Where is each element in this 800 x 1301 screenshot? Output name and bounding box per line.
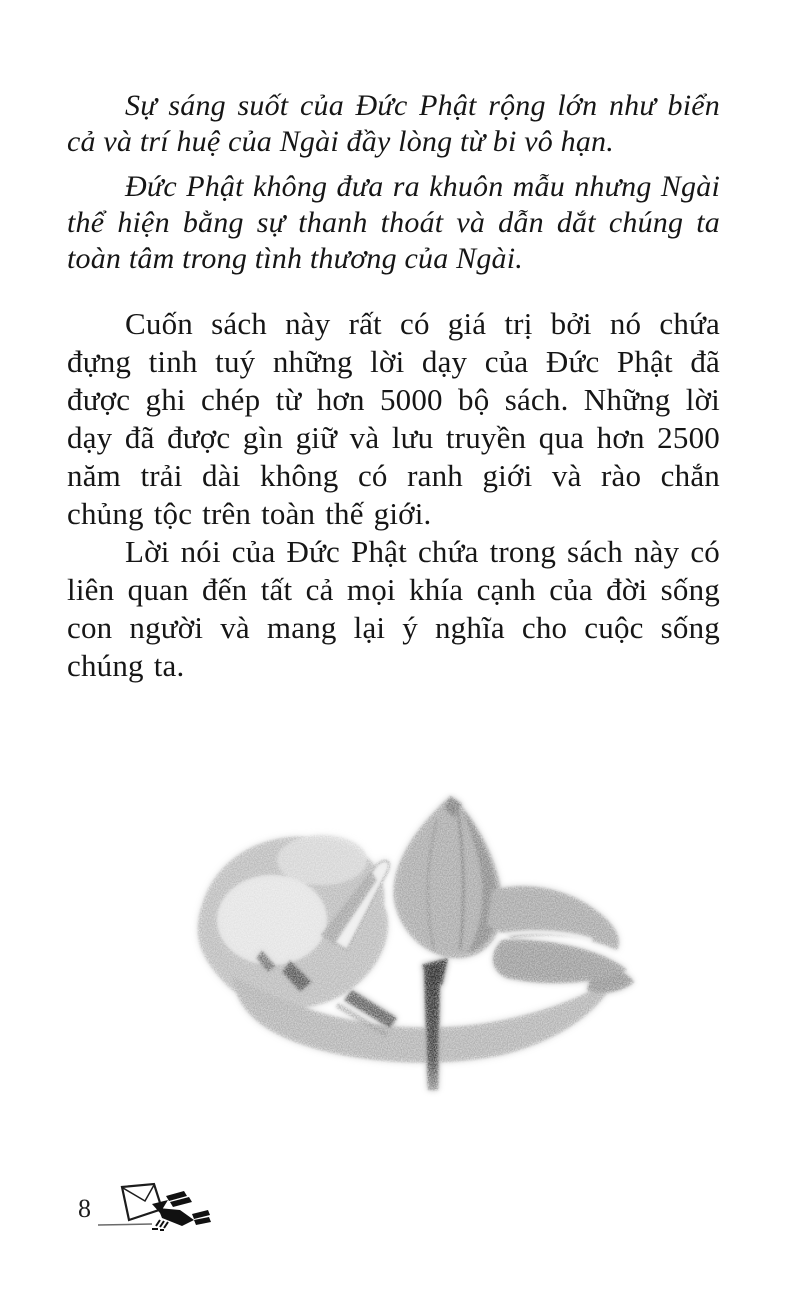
text-block: [67, 88, 720, 685]
quote-paragraph-2: Đức Phật không đưa ra khuôn mẫu nhưng Ngài thể hiện bằng sự thanh thoát và dẫn dắt chúng ta toàn tâm trong tình thương của Ngài.: [67, 170, 720, 275]
body-paragraph-2: Lời nói của Đức Phật chứa trong sách này có liên quan đến tất cả mọi khía cạnh của đời sống con người và mang lại ý nghĩa cho cuộc sống chúng ta.: [67, 534, 720, 683]
lotus-image: [172, 760, 642, 1100]
body-paragraph-1: Cuốn sách này rất có giá trị bởi nó chứa đựng tinh tuý những lời dạy của Đức Phật đã được ghi chép từ hơn 5000 bộ sách. Những lời dạy đã được gìn giữ và lưu truyền qua hơn 2500 năm trải dài không có ranh giới và rào chắn chủng tộc trên toàn thế giới.: [67, 306, 720, 531]
lotus-illustration: [172, 760, 642, 1100]
page-footer: [0, 1180, 800, 1250]
quote-paragraph-1: Sự sáng suốt của Đức Phật rộng lớn như biển cả và trí huệ của Ngài đầy lòng từ bi vô hạn.: [67, 89, 720, 158]
bird-carrying-letter-icon: [96, 1180, 211, 1242]
page-number: 8: [78, 1194, 91, 1223]
